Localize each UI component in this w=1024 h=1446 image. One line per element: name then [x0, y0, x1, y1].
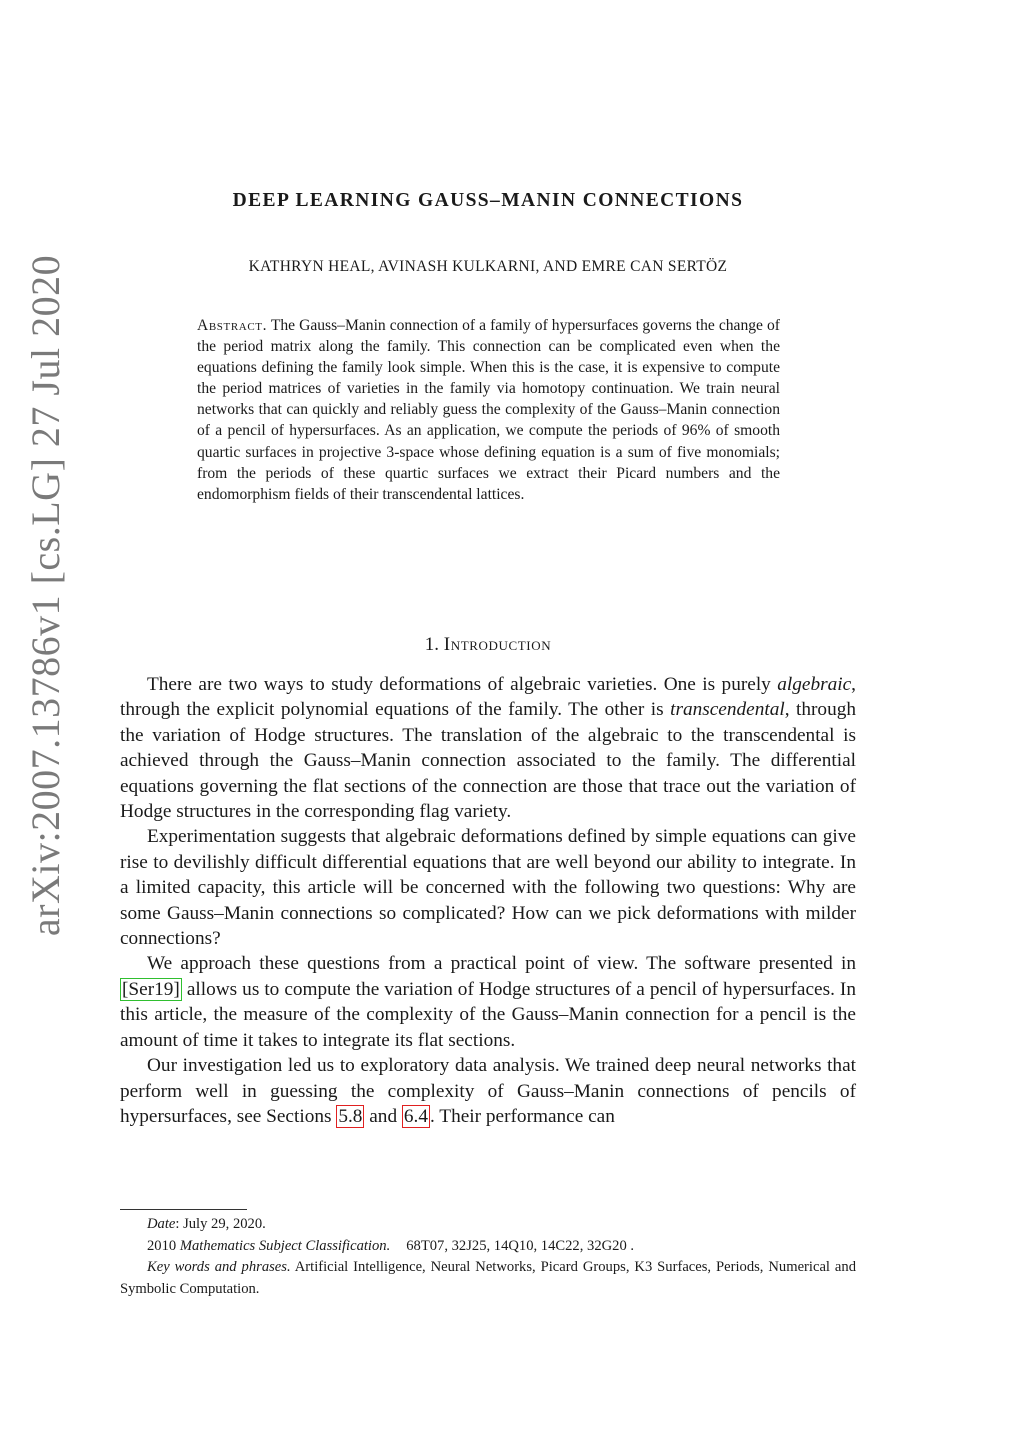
paragraph-text: allows us to compute the variation of Hodge structures of a pencil of hypersurfaces. In this article, the measure of the complexity of the Gauss–Manin connection for a pencil is the amount of time it takes to integrate its flat sections. — [120, 978, 856, 1051]
paragraph: Experimentation suggests that algebraic deformations defined by simple equations can give rise to devilishly difficult differential equations that are well beyond our ability to integrate. In a limited capacity, this article will be concerned with the following two questions: Why are some Gauss–Manin connections so complicated? How can we pick deformations with milder connections? — [120, 826, 856, 950]
paper-title: DEEP LEARNING GAUSS–MANIN CONNECTIONS — [232, 190, 744, 211]
paragraph-text: We approach these questions from a practical point of view. The software presented in — [147, 953, 856, 975]
msc-value: 68T07, 32J25, 14Q10, 14C22, 32G20 . — [406, 1237, 635, 1254]
emphasis-transcendental: transcendental — [670, 699, 785, 721]
citation-link-ser19[interactable]: [Ser19] — [122, 978, 180, 1000]
date-label: Date — [147, 1216, 176, 1232]
arxiv-identifier-sidebar — [16, 230, 76, 960]
paragraph-text: Our investigation led us to exploratory data analysis. We trained deep neural networks that perform well in guessing the complexity of Gauss–Manin connections of pencils of hypersurfaces, see Sections — [120, 1055, 856, 1127]
section-title: Introduction — [443, 634, 552, 655]
paragraph-text: , through the variation of Hodge structures. The translation of the algebraic to the transcendental is achieved through the Gauss–Manin connection associated to the family. The differential equations governing the flat sections of the connection are those that trace out the variation of Hodge structures in the corresponding flag variety. — [120, 699, 856, 823]
section-heading — [120, 634, 856, 656]
paper-authors: KATHRYN HEAL, AVINASH KULKARNI, AND EMRE CAN SERTÖZ — [248, 258, 728, 275]
footnote-date — [120, 1214, 856, 1236]
paragraph-text: . Their performance can — [430, 1105, 615, 1127]
abstract-text: The Gauss–Manin connection of a family of hypersurfaces governs the change of the period matrix along the family. This connection can be complicated even when the equations defining the family look simple. When this is the case, it is expensive to compute the period matrices of varieties in the family via homotopy continuation. We train neural networks that can quickly and reliably guess the complexity of the Gauss–Manin connection of a pencil of hypersurfaces. As an application, we compute the periods of 96% of smooth quartic surfaces in projective 3-space whose defining equation is a sum of five monomials; from the periods of these quartic surfaces we extract their Picard numbers and the endomorphism fields of their transcendental lattices. — [197, 317, 780, 503]
section-number: 1. — [424, 634, 440, 655]
paragraph-text: , through the explicit polynomial equations of the family. The other is — [120, 674, 856, 721]
paragraph — [120, 1053, 856, 1129]
paragraph — [120, 672, 856, 824]
introduction-body — [120, 672, 856, 1129]
msc-label: Mathematics Subject Classification. — [179, 1237, 391, 1254]
footnotes — [120, 1214, 856, 1300]
msc-year: 2010 — [147, 1237, 180, 1254]
paragraph-text: There are two ways to study deformations of algebraic varieties. One is purely — [147, 674, 778, 695]
footnote-msc — [120, 1236, 856, 1258]
footnote-keywords — [120, 1257, 856, 1300]
date-value: : July 29, 2020. — [175, 1216, 266, 1232]
paragraph-text: and — [364, 1105, 402, 1127]
section-link-6-4[interactable]: 6.4 — [403, 1105, 429, 1127]
emphasis-algebraic: algebraic — [777, 674, 852, 695]
section-link-5-8[interactable]: 5.8 — [338, 1105, 363, 1127]
keywords-value: Artificial Intelligence, Neural Networks, Picard Groups, K3 Surfaces, Periods, Numerical and Symbolic Computation. — [120, 1259, 856, 1297]
paragraph — [120, 951, 856, 1053]
footnote-divider — [120, 1209, 247, 1210]
abstract — [197, 315, 780, 505]
keywords-label: Key words and phrases. — [147, 1259, 291, 1275]
abstract-label: Abstract. — [197, 317, 268, 334]
arxiv-identifier-text: arXiv:2007.13786v1 [cs.LG] 27 Jul 2020 — [23, 254, 69, 936]
